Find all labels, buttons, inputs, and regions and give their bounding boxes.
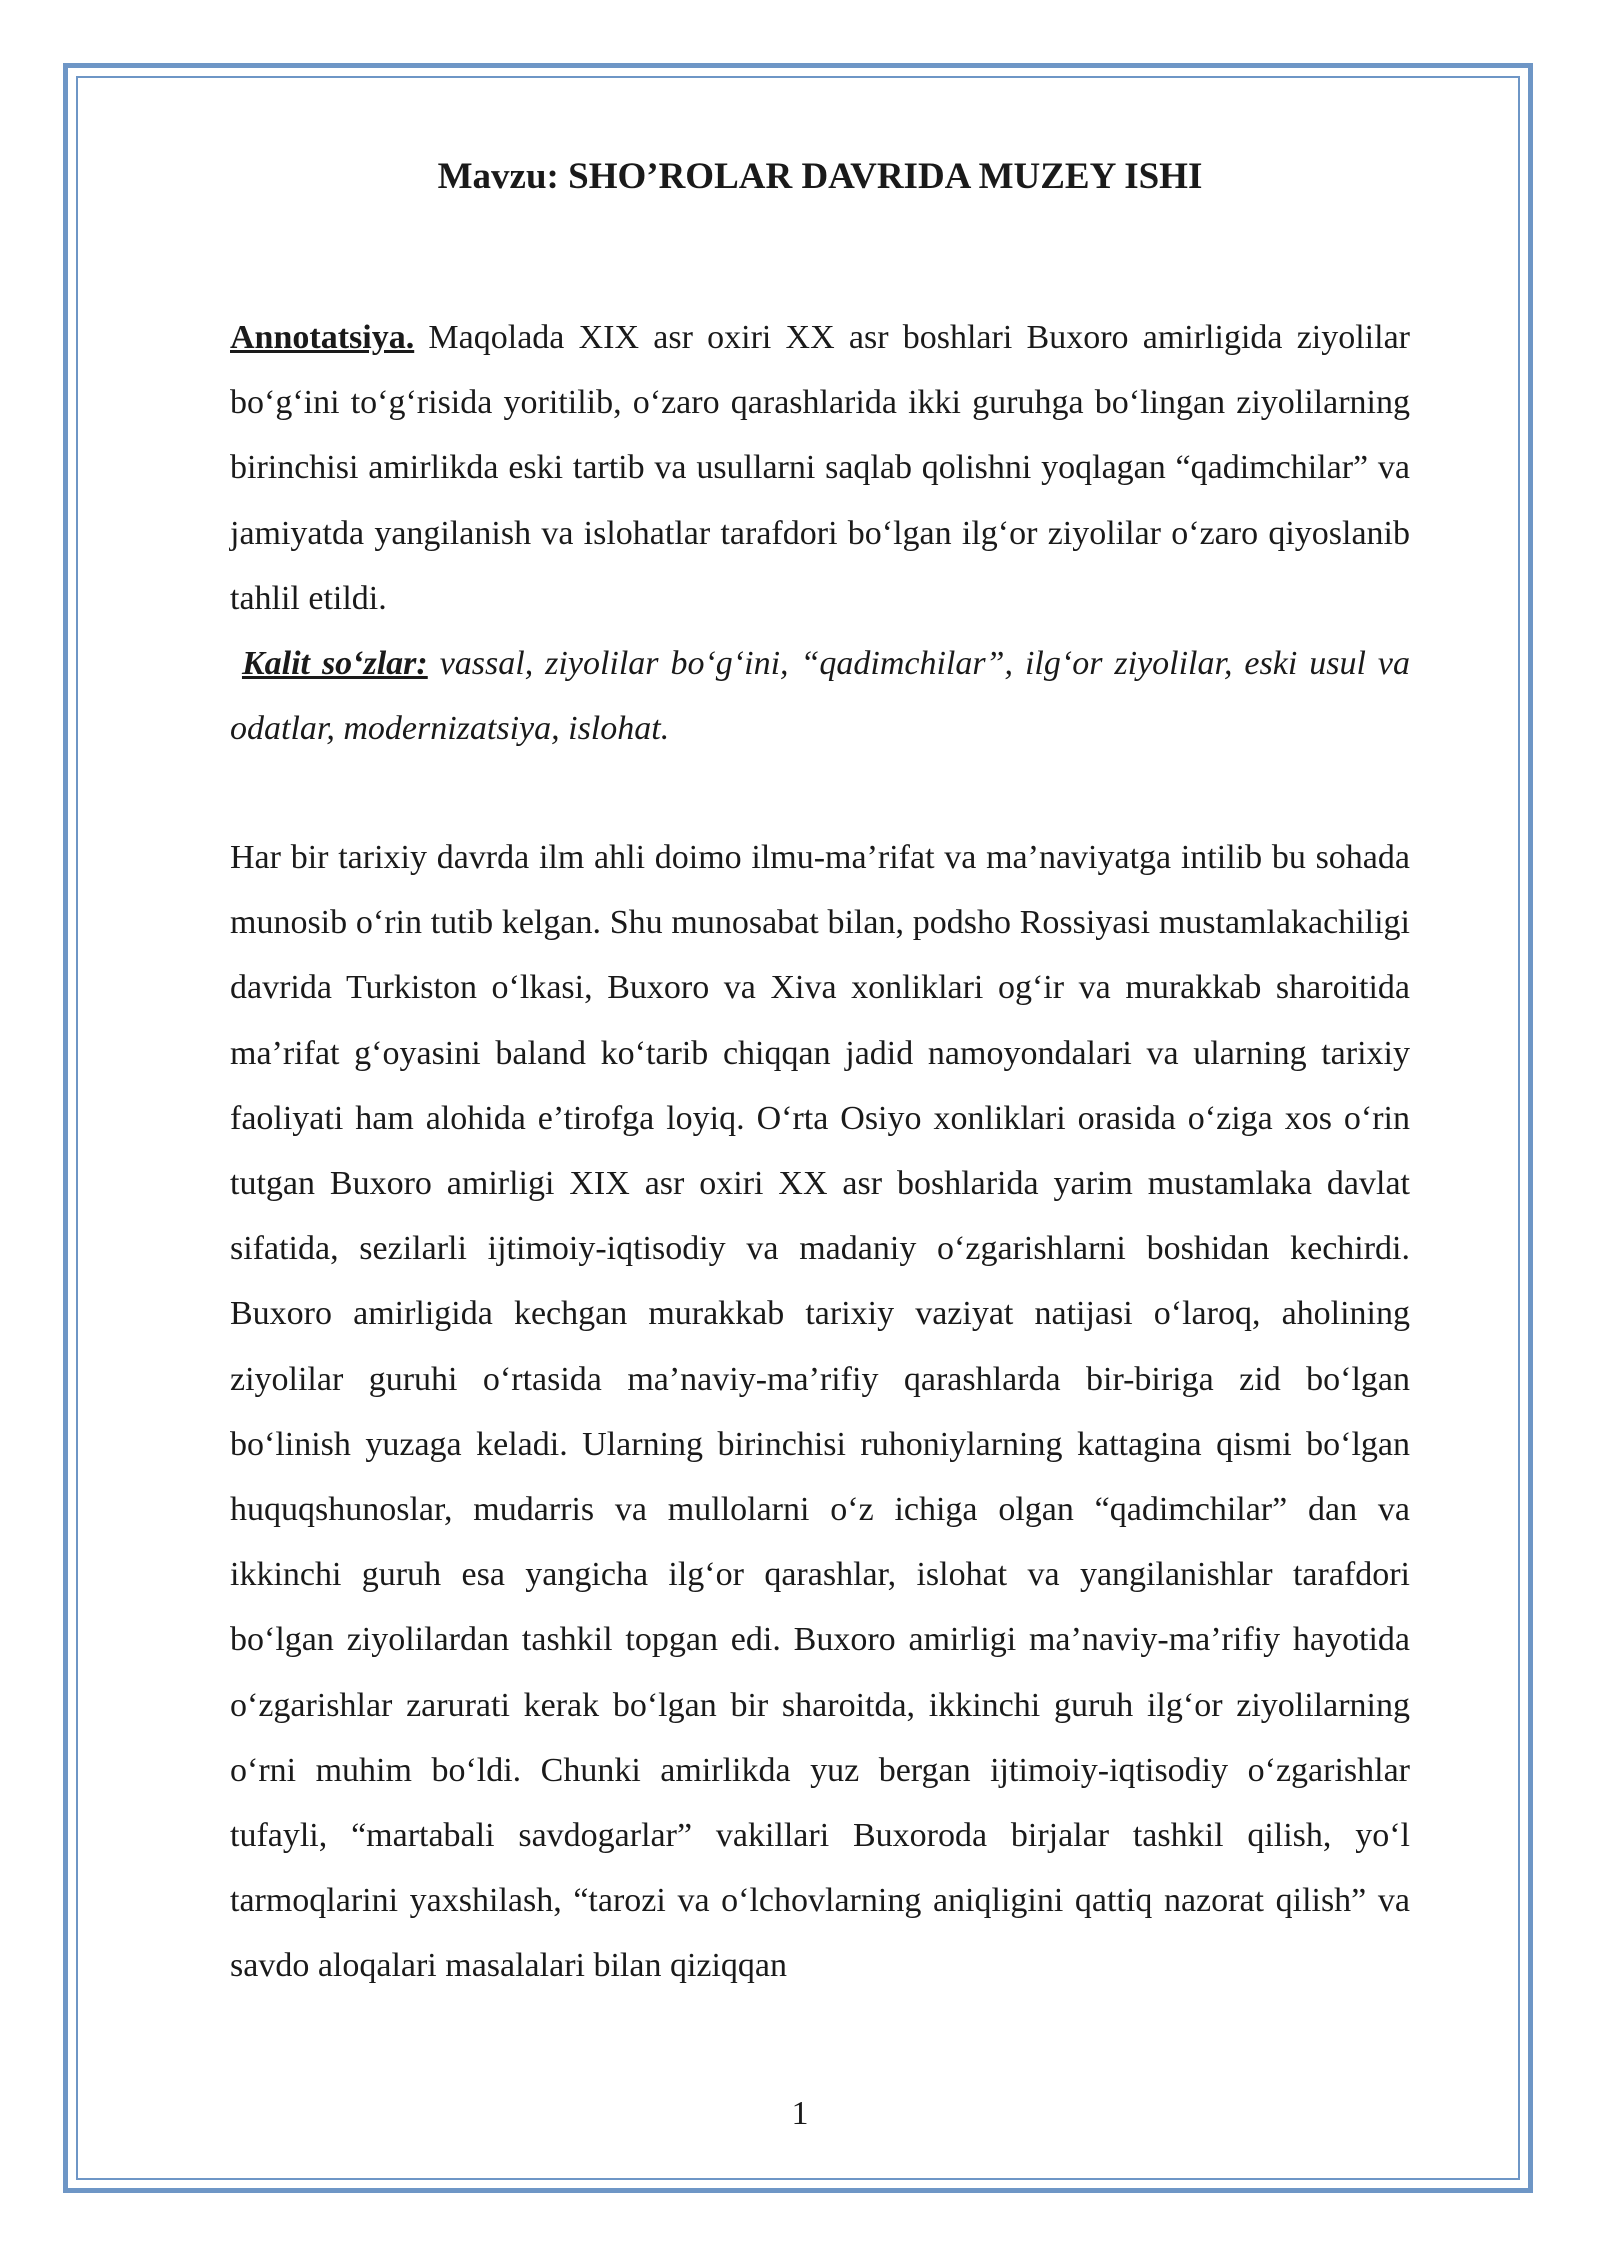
annotation-label: Annotatsiya.: [230, 319, 415, 356]
body-paragraph: Har bir tarixiy davrda ilm ahli doimo ilmu-ma’rifat va ma’naviyatga intilib bu sohada munosib o‘rin tutib kelgan. Shu munosabat bilan, podsho Rossiyasi mustamlakachiligi davrida Turkiston o‘lkasi, Buxoro va Xiva xonliklari og‘ir va murakkab sharoitida ma’rifat g‘oyasini baland ko‘tarib chiqqan jadid namoyondalari va ularning tarixiy faoliyati ham alohida e’tirofga loyiq. O‘rta Osiyo xonliklari orasida o‘ziga xos o‘rin tutgan Buxoro amirligi XIX asr oxiri XX asr boshlarida yarim mustamlaka davlat sifatida, sezilarli ijtimoiy-iqtisodiy va madaniy o‘zgarishlarni boshidan kechirdi. Buxoro amirligida kechgan murakkab tarixiy vaziyat natijasi o‘laroq, aholining ziyolilar guruhi o‘rtasida ma’naviy-ma’rifiy qarashlarda bir-biriga zid bo‘lgan bo‘linish yuzaga keladi. Ularning birinchisi ruhoniylarning kattagina qismi bo‘lgan huquqshunoslar, mudarris va mullolarni o‘z ichiga olgan “qadimchilar” dan va ikkinchi guruh esa yangicha ilg‘or qarashlar, islohat va yangilanishlar tarafdori bo‘lgan ziyolilardan tashkil topgan edi. Buxoro amirligi ma’naviy-ma’rifiy hayotida o‘zgarishlar zarurati kerak bo‘lgan bir sharoitda, ikkinchi guruh ilg‘or ziyolilarning o‘rni muhim bo‘ldi. Chunki amirlikda yuz bergan ijtimoiy-iqtisodiy o‘zgarishlar tufayli, “martabali savdogarlar” vakillari Buxoroda birjalar tashkil qilish, yo‘l tarmoqlarini yaxshilash, “tarozi va o‘lchovlarning aniqligini qattiq nazorat qilish” va savdo aloqalari masalalari bilan qiziqqan: [230, 839, 1410, 1985]
keywords-text: vassal, ziyolilar bo‘g‘ini, “qadimchilar”, ilg‘or ziyolilar, eski usul va odatlar, modernizatsiya, islohat.: [230, 645, 1410, 748]
annotation-text: Maqolada XIX asr oxiri XX asr boshlari Buxoro amirligida ziyolilar bo‘g‘ini to‘g‘risida yoritilib, o‘zaro qarashlarida ikki guruhga bo‘lingan ziyolilarning birinchisi amirlikda eski tartib va usullarni saqlab qolishni yoqlagan “qadimchilar” va jamiyatda yangilanish va islohatlar tarafdori bo‘lgan ilg‘or ziyolilar o‘zaro qiyoslanib tahlil etildi.: [230, 319, 1410, 617]
annotation-block: [230, 305, 1410, 761]
keywords-label: Kalit so‘zlar:: [241, 645, 428, 683]
document-title: Mavzu: SHO’ROLAR DAVRIDA MUZEY ISHI: [437, 156, 1203, 197]
page-number: 1: [791, 2095, 809, 2132]
